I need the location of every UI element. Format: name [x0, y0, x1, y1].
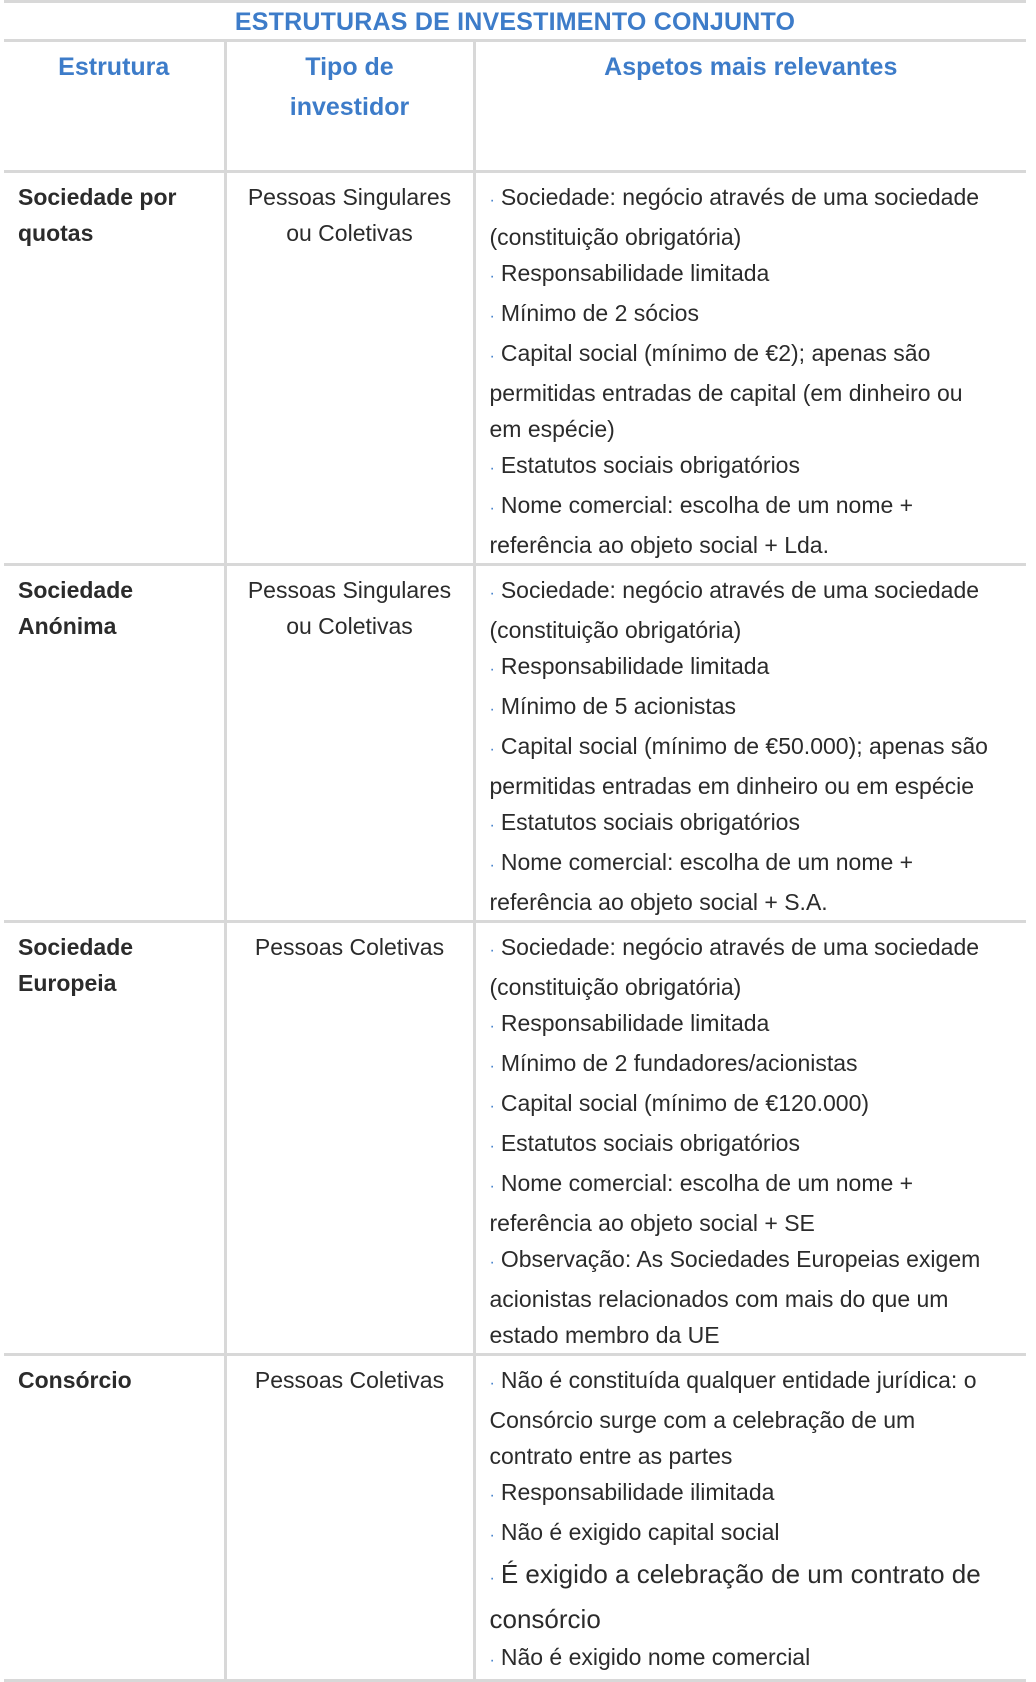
aspeto-line — [490, 612, 1021, 648]
cell-tipo-investidor — [225, 171, 474, 564]
header-estrutura — [4, 42, 225, 171]
bullet-dot-icon: · — [489, 347, 495, 365]
cell-estrutura — [4, 921, 225, 1354]
table-title: ESTRUTURAS DE INVESTIMENTO CONJUNTO — [4, 0, 1026, 42]
table-row — [4, 921, 1026, 1354]
bullet-dot-icon: · — [489, 1526, 495, 1544]
bullet-dot-icon: · — [489, 941, 495, 959]
aspeto-text: Estatutos sociais obrigatórios — [500, 808, 800, 835]
table-row — [4, 171, 1026, 564]
bullet-dot-icon: · — [489, 1017, 495, 1035]
aspeto-text: em espécie) — [489, 415, 615, 442]
aspeto-item — [490, 295, 1021, 335]
aspeto-item — [490, 1362, 1021, 1474]
aspeto-line — [490, 487, 1021, 527]
aspeto-text: Não é constituída qualquer entidade jurídica: o — [500, 1366, 977, 1393]
aspeto-line — [490, 411, 1021, 447]
bullet-dot-icon: · — [489, 1137, 495, 1155]
aspeto-line — [490, 1085, 1021, 1125]
aspeto-line — [490, 884, 1021, 920]
bullet-dot-icon: · — [489, 700, 495, 718]
aspeto-line — [490, 179, 1021, 219]
aspeto-text: acionistas relacionados com mais do que um — [489, 1285, 949, 1312]
aspeto-text: permitidas entradas de capital (em dinheiro ou — [489, 379, 963, 406]
aspeto-item — [490, 572, 1021, 648]
aspeto-line — [490, 969, 1021, 1005]
aspeto-line — [490, 1005, 1021, 1045]
investidor-type-line: ou Coletivas — [286, 612, 413, 639]
aspeto-text: Nome comercial: escolha de um nome + — [500, 1169, 914, 1196]
aspeto-item — [490, 688, 1021, 728]
aspeto-text: Nome comercial: escolha de um nome + — [500, 491, 914, 518]
estrutura-name-line: Consórcio — [18, 1366, 132, 1393]
aspeto-item — [490, 1005, 1021, 1045]
aspeto-item — [490, 1554, 1021, 1639]
aspeto-text: É exigido a celebração de um contrato de — [500, 1558, 981, 1589]
investidor-type-line: ou Coletivas — [286, 219, 413, 246]
aspeto-text: (constituição obrigatória) — [489, 616, 742, 643]
aspeto-line — [490, 648, 1021, 688]
bullet-dot-icon: · — [489, 816, 495, 834]
structures-grid — [4, 42, 1026, 1682]
aspeto-text: contrato entre as partes — [489, 1442, 733, 1469]
aspeto-text: Responsabilidade limitada — [500, 1009, 770, 1036]
aspeto-text: referência ao objeto social + Lda. — [489, 531, 829, 558]
aspeto-line — [490, 1599, 1021, 1639]
aspeto-text: Mínimo de 2 fundadores/acionistas — [500, 1049, 858, 1076]
aspeto-text: Observação: As Sociedades Europeias exigem — [500, 1245, 981, 1272]
table-row — [4, 564, 1026, 921]
aspeto-line — [490, 1045, 1021, 1085]
aspeto-line — [490, 219, 1021, 255]
aspeto-line — [490, 1639, 1021, 1679]
aspeto-line — [490, 1362, 1021, 1402]
aspeto-text: Responsabilidade ilimitada — [500, 1478, 775, 1505]
aspeto-line — [490, 929, 1021, 969]
aspeto-line — [490, 804, 1021, 844]
bullet-dot-icon: · — [489, 307, 495, 325]
bullet-dot-icon: · — [489, 1569, 495, 1587]
investidor-type-line: Pessoas Singulares — [247, 183, 452, 210]
bullet-dot-icon: · — [489, 1374, 495, 1392]
aspeto-item — [490, 1165, 1021, 1241]
aspeto-text: Capital social (mínimo de €120.000) — [500, 1089, 870, 1116]
aspeto-text: Responsabilidade limitada — [500, 259, 770, 286]
aspeto-line — [490, 1317, 1021, 1353]
estrutura-name-line: quotas — [18, 219, 94, 246]
aspeto-line — [490, 688, 1021, 728]
aspeto-item — [490, 1474, 1021, 1514]
header-aspetos — [474, 42, 1026, 171]
estrutura-name-line: Anónima — [18, 612, 117, 639]
cell-aspetos — [474, 564, 1026, 921]
cell-tipo-investidor — [225, 921, 474, 1354]
aspeto-text: permitidas entradas em dinheiro ou em espécie — [489, 772, 975, 799]
aspeto-text: Nome comercial: escolha de um nome + — [500, 848, 914, 875]
aspeto-line — [490, 844, 1021, 884]
aspeto-item — [490, 1045, 1021, 1085]
estrutura-name-line: Sociedade por — [18, 183, 177, 210]
aspeto-text: Sociedade: negócio através de uma sociedade — [500, 576, 980, 603]
aspeto-text: referência ao objeto social + SE — [489, 1209, 815, 1236]
cell-estrutura — [4, 564, 225, 921]
cell-tipo-investidor — [225, 1354, 474, 1680]
aspeto-line — [490, 1241, 1021, 1281]
bullet-dot-icon: · — [489, 1097, 495, 1115]
aspeto-item — [490, 335, 1021, 447]
aspeto-item — [490, 844, 1021, 920]
cell-estrutura — [4, 171, 225, 564]
aspeto-line — [490, 1438, 1021, 1474]
aspeto-item — [490, 447, 1021, 487]
aspeto-text: Estatutos sociais obrigatórios — [500, 1129, 800, 1156]
aspeto-text: consórcio — [489, 1603, 601, 1634]
aspeto-line — [490, 1474, 1021, 1514]
aspeto-text: Responsabilidade limitada — [500, 652, 770, 679]
aspeto-item — [490, 929, 1021, 1005]
aspeto-item — [490, 487, 1021, 563]
aspeto-line — [490, 728, 1021, 768]
cell-aspetos — [474, 1354, 1026, 1680]
aspeto-text: Consórcio surge com a celebração de um — [489, 1406, 916, 1433]
aspeto-line — [490, 1281, 1021, 1317]
aspeto-item — [490, 804, 1021, 844]
aspeto-line — [490, 768, 1021, 804]
aspeto-text: estado membro da UE — [489, 1321, 720, 1348]
header-row — [4, 42, 1026, 171]
aspeto-text: Sociedade: negócio através de uma sociedade — [500, 933, 980, 960]
aspeto-line — [490, 1125, 1021, 1165]
aspeto-line — [490, 255, 1021, 295]
bullet-dot-icon: · — [489, 740, 495, 758]
aspeto-line — [490, 335, 1021, 375]
cell-tipo-investidor — [225, 564, 474, 921]
cell-aspetos — [474, 171, 1026, 564]
aspeto-item — [490, 728, 1021, 804]
cell-aspetos — [474, 921, 1026, 1354]
aspeto-text: (constituição obrigatória) — [489, 223, 742, 250]
aspeto-text: Mínimo de 2 sócios — [500, 299, 699, 326]
aspeto-item — [490, 1085, 1021, 1125]
table-row — [4, 1354, 1026, 1680]
aspeto-line — [490, 1165, 1021, 1205]
bullet-dot-icon: · — [489, 499, 495, 517]
aspeto-text: Capital social (mínimo de €50.000); apenas são — [500, 732, 988, 759]
aspeto-text: Sociedade: negócio através de uma sociedade — [500, 183, 980, 210]
header-tipo-line2: investidor — [289, 93, 410, 121]
bullet-dot-icon: · — [489, 459, 495, 477]
bullet-dot-icon: · — [489, 1177, 495, 1195]
bullet-dot-icon: · — [489, 660, 495, 678]
investidor-type-line: Pessoas Coletivas — [254, 1366, 445, 1393]
aspeto-line — [490, 572, 1021, 612]
cell-estrutura — [4, 1354, 225, 1680]
aspeto-text: Mínimo de 5 acionistas — [500, 692, 737, 719]
aspeto-line — [490, 1402, 1021, 1438]
aspeto-line — [490, 1205, 1021, 1241]
aspeto-item — [490, 1514, 1021, 1554]
aspeto-line — [490, 527, 1021, 563]
header-estrutura-label: Estrutura — [58, 53, 170, 81]
estrutura-name-line: Europeia — [18, 969, 117, 996]
aspeto-line — [490, 295, 1021, 335]
header-aspetos-label: Aspetos mais relevantes — [604, 53, 898, 81]
investment-structures-table — [4, 0, 1026, 1682]
aspeto-line — [490, 1514, 1021, 1554]
bullet-dot-icon: · — [489, 1057, 495, 1075]
aspeto-text: Não é exigido capital social — [500, 1518, 780, 1545]
investidor-type-line: Pessoas Singulares — [247, 576, 452, 603]
aspeto-item — [490, 1125, 1021, 1165]
aspeto-text: (constituição obrigatória) — [489, 973, 742, 1000]
bullet-dot-icon: · — [489, 191, 495, 209]
header-tipo-investidor — [225, 42, 474, 171]
estrutura-name-line: Sociedade — [18, 933, 134, 960]
aspeto-text: Capital social (mínimo de €2); apenas são — [500, 339, 931, 366]
aspeto-line — [490, 375, 1021, 411]
bullet-dot-icon: · — [489, 584, 495, 602]
aspeto-text: referência ao objeto social + S.A. — [489, 888, 828, 915]
bullet-dot-icon: · — [489, 1486, 495, 1504]
bullet-dot-icon: · — [489, 1651, 495, 1669]
aspeto-item — [490, 648, 1021, 688]
aspeto-item — [490, 1241, 1021, 1353]
aspeto-item — [490, 1639, 1021, 1679]
aspeto-text: Estatutos sociais obrigatórios — [500, 451, 800, 478]
aspeto-line — [490, 447, 1021, 487]
bullet-dot-icon: · — [489, 1253, 495, 1271]
aspeto-item — [490, 255, 1021, 295]
aspeto-item — [490, 179, 1021, 255]
bullet-dot-icon: · — [489, 856, 495, 874]
bullet-dot-icon: · — [489, 267, 495, 285]
header-tipo-line1: Tipo de — [305, 53, 394, 81]
estrutura-name-line: Sociedade — [18, 576, 134, 603]
investidor-type-line: Pessoas Coletivas — [254, 933, 445, 960]
aspeto-text: Não é exigido nome comercial — [500, 1643, 811, 1670]
aspeto-line — [490, 1554, 1021, 1599]
